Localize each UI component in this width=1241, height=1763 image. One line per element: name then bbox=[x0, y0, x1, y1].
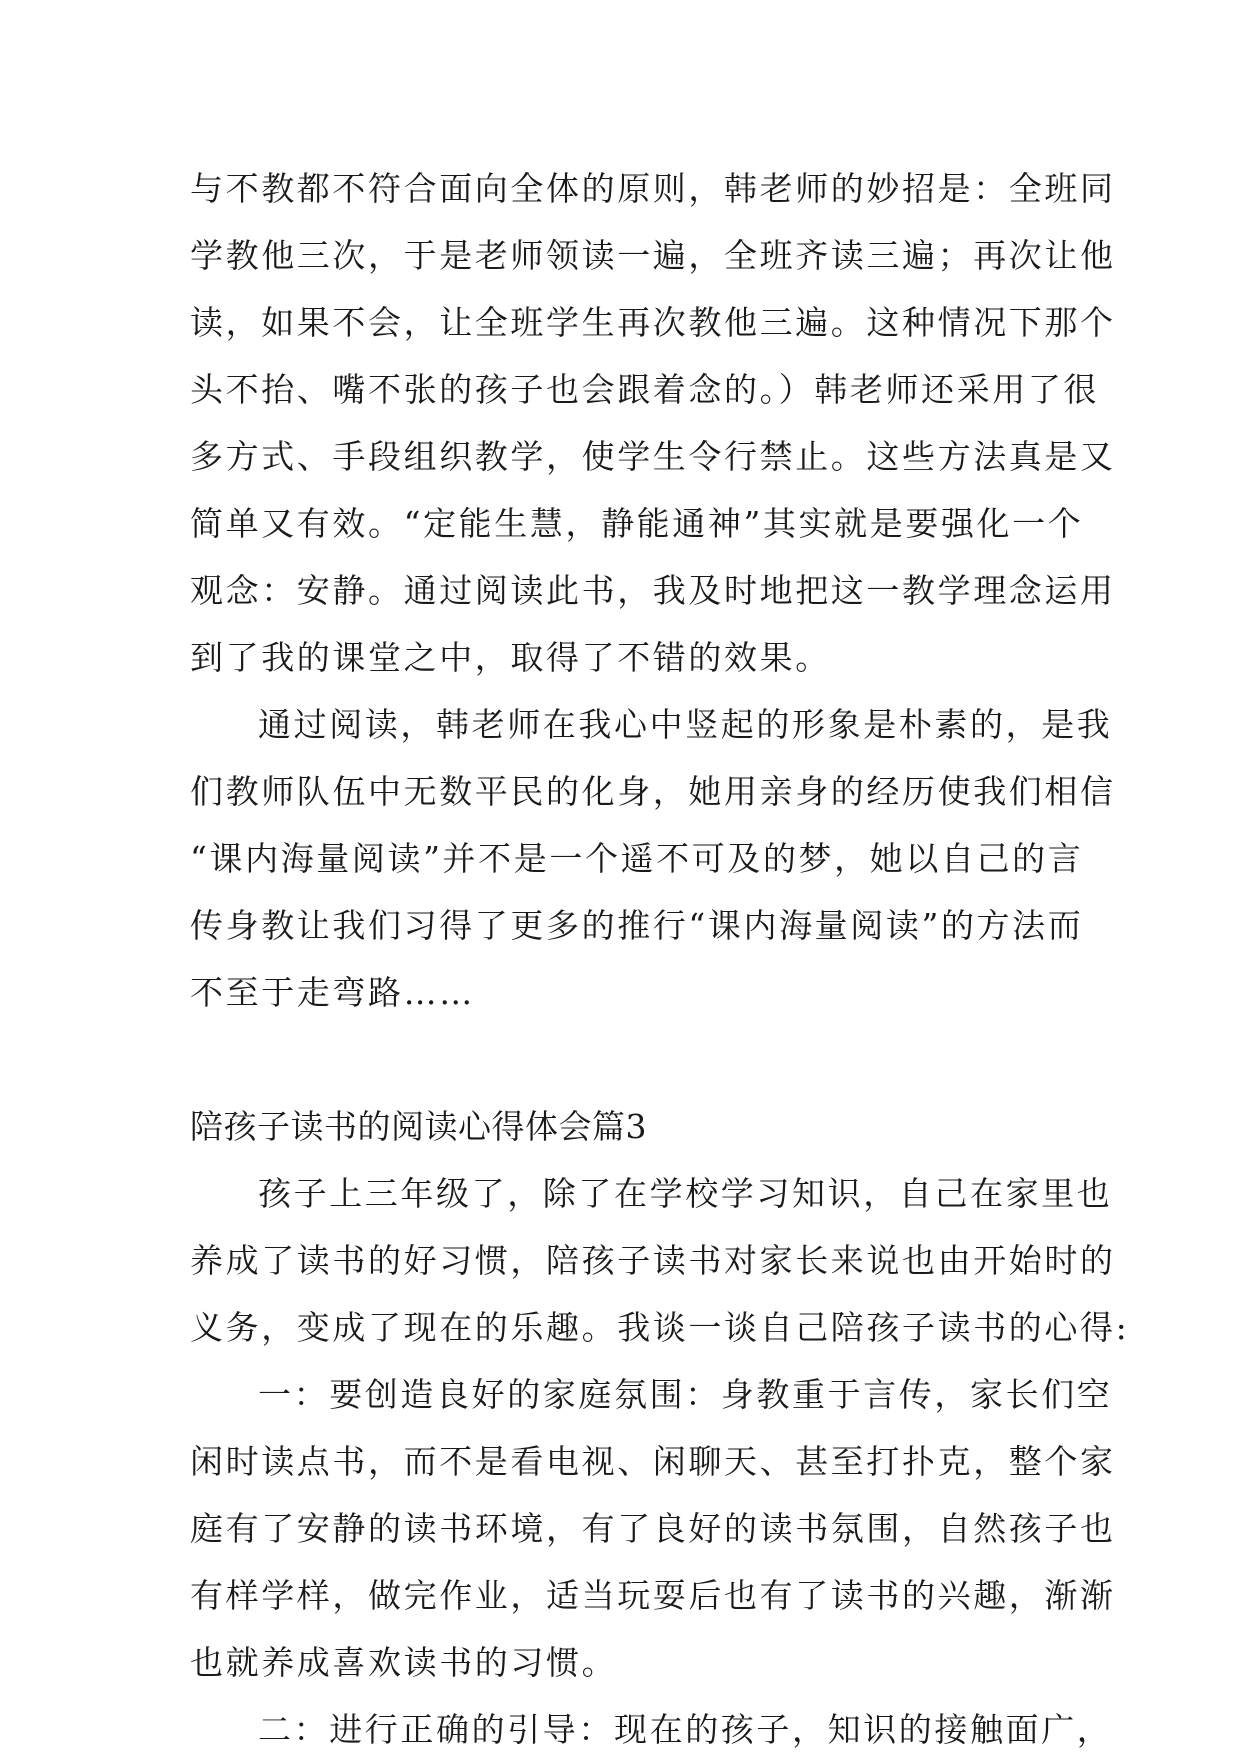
text-line: 传身教让我们习得了更多的推行“课内海量阅读”的方法而 bbox=[190, 906, 1084, 945]
text-line: 学教他三次，于是老师领读一遍，全班齐读三遍；再次让他 bbox=[190, 236, 1116, 275]
text-line: 们教师队伍中无数平民的化身，她用亲身的经历使我们相信 bbox=[190, 772, 1116, 811]
text-line: “课内海量阅读”并不是一个遥不可及的梦，她以自己的言 bbox=[190, 839, 1084, 878]
text-line: 也就养成喜欢读书的习惯。 bbox=[190, 1643, 618, 1682]
text-line: 庭有了安静的读书环境，有了良好的读书氛围，自然孩子也 bbox=[190, 1509, 1116, 1548]
paragraph bbox=[190, 691, 1116, 1026]
text-line: 不至于走弯路…… bbox=[190, 973, 475, 1012]
text-line: 头不抬、嘴不张的孩子也会跟着念的。）韩老师还采用了很 bbox=[190, 370, 1100, 409]
text-line: 简单又有效。“定能生慧，静能通神”其实就是要强化一个 bbox=[190, 504, 1084, 543]
paragraph bbox=[190, 1361, 1116, 1696]
text-line: 义务，变成了现在的乐趣。我谈一谈自己陪孩子读书的心得: bbox=[190, 1308, 1130, 1347]
text-line: 孩子上三年级了，除了在学校学习知识，自己在家里也 bbox=[258, 1174, 1113, 1213]
section-heading: 陪孩子读书的阅读心得体会篇3 bbox=[190, 1107, 647, 1146]
text-line: 有样学样，做完作业，适当玩耍后也有了读书的兴趣，渐渐 bbox=[190, 1576, 1116, 1615]
text-line: 闲时读点书，而不是看电视、闲聊天、甚至打扑克，整个家 bbox=[190, 1442, 1116, 1481]
text-line: 观念：安静。通过阅读此书，我及时地把这一教学理念运用 bbox=[190, 571, 1116, 610]
text-line: 到了我的课堂之中，取得了不错的效果。 bbox=[190, 638, 831, 677]
paragraph bbox=[190, 1160, 1130, 1361]
text-line: 二：进行正确的引导：现在的孩子，知识的接触面广， bbox=[258, 1710, 1113, 1749]
text-line: 养成了读书的好习惯，陪孩子读书对家长来说也由开始时的 bbox=[190, 1241, 1116, 1280]
document-body bbox=[190, 155, 1130, 1763]
blank-line bbox=[190, 1026, 1060, 1093]
text-line: 多方式、手段组织教学，使学生令行禁止。这些方法真是又 bbox=[190, 437, 1116, 476]
text-line: 一：要创造良好的家庭氛围：身教重于言传，家长们空 bbox=[258, 1375, 1113, 1414]
text-line: 通过阅读，韩老师在我心中竖起的形象是朴素的，是我 bbox=[258, 705, 1113, 744]
text-line: 读，如果不会，让全班学生再次教他三遍。这种情况下那个 bbox=[190, 303, 1116, 342]
text-line: 与不教都不符合面向全体的原则，韩老师的妙招是：全班同 bbox=[190, 169, 1116, 208]
paragraph bbox=[190, 1696, 1113, 1763]
paragraph bbox=[190, 155, 1116, 691]
